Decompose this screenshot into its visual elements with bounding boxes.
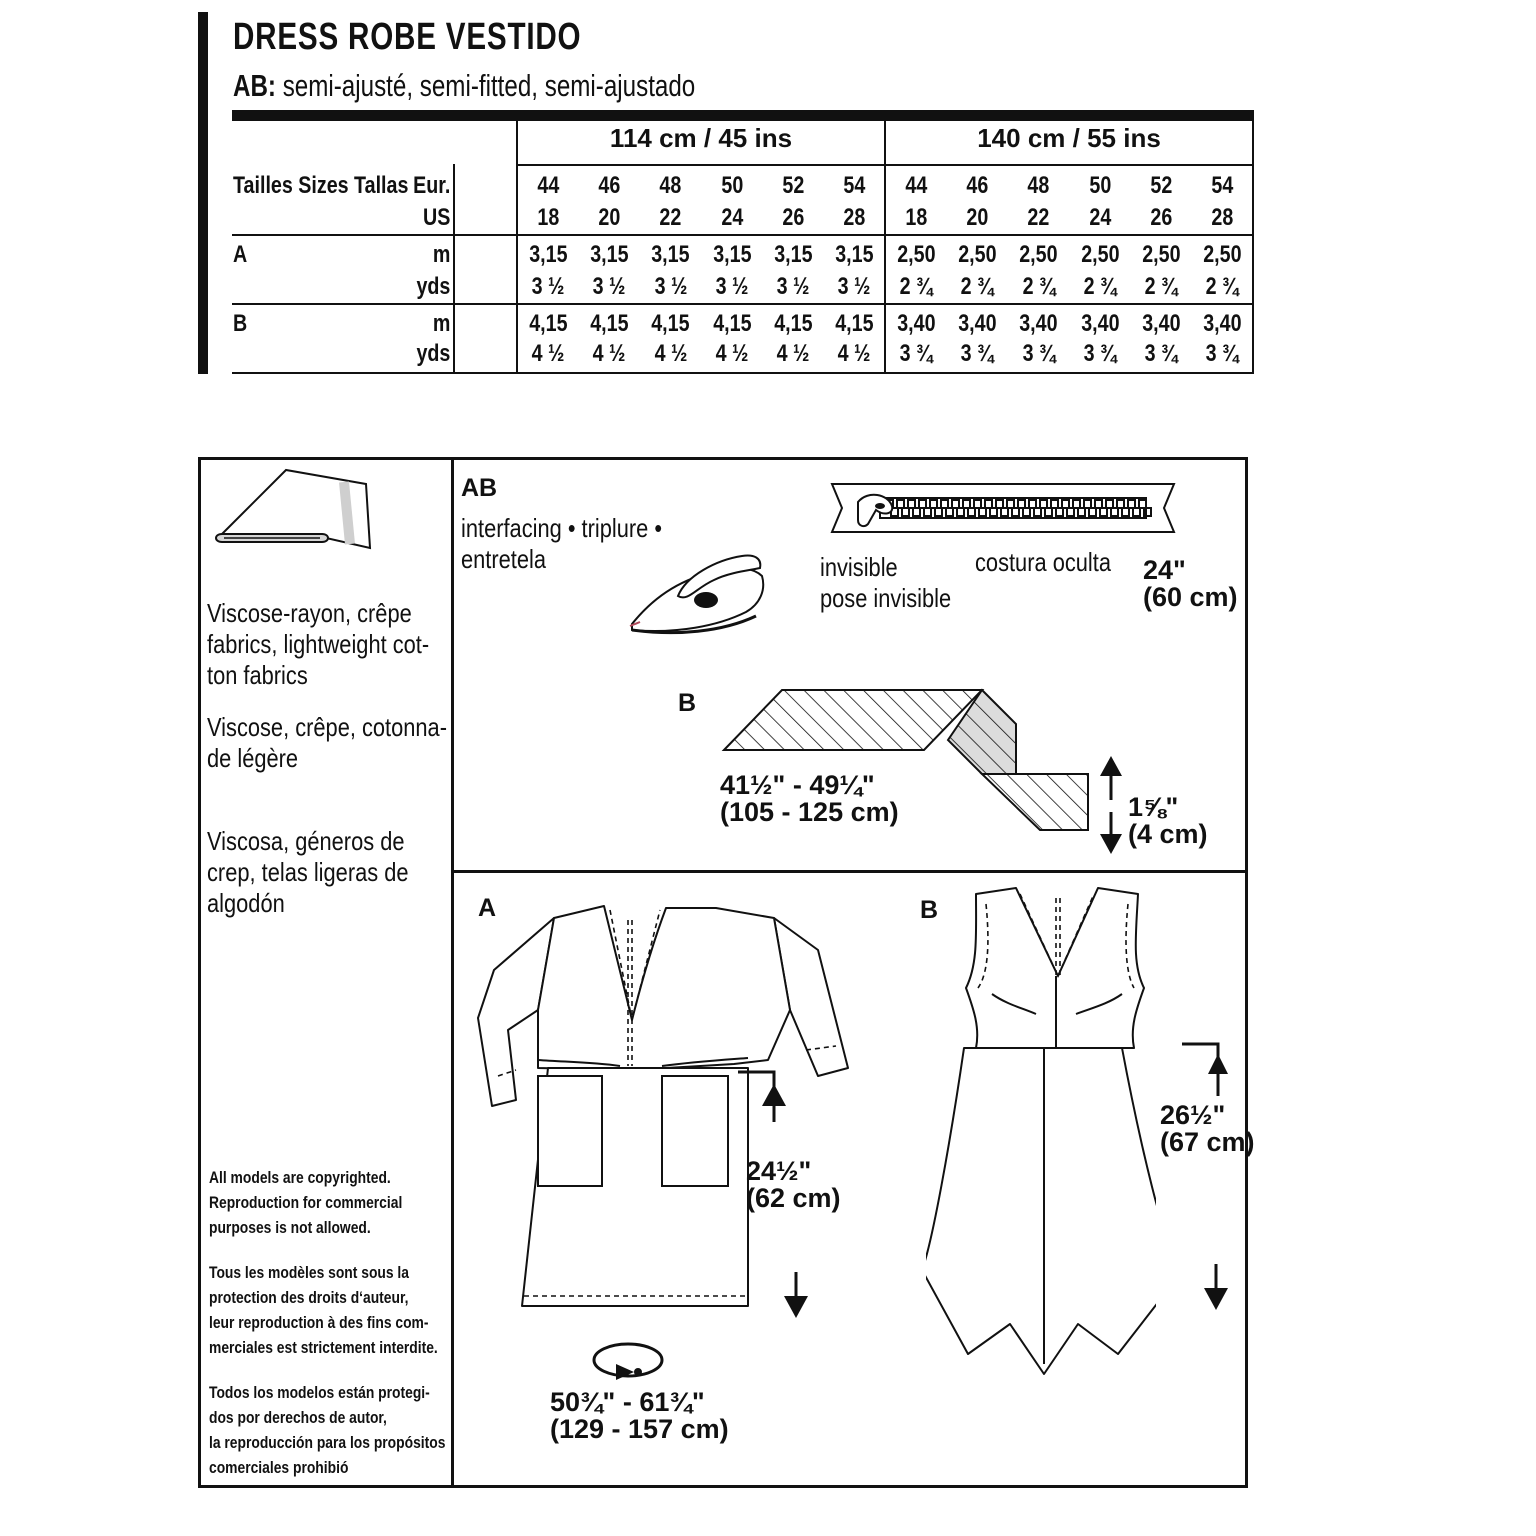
page-subtitle bbox=[233, 68, 695, 104]
us-size-cell: 26 bbox=[782, 204, 805, 231]
bias-width-in: 1⅝" bbox=[1128, 792, 1179, 822]
view-a-meters-cell: 2,50 bbox=[1019, 241, 1058, 268]
copyright-notice bbox=[209, 1166, 445, 1501]
view-b-meters-cell: 3,40 bbox=[1080, 310, 1120, 337]
view-a-meters-cell: 2,50 bbox=[958, 241, 997, 268]
view-b-meters-cell: 4,15 bbox=[590, 310, 629, 337]
view-b-meters-cell: 3,40 bbox=[896, 310, 936, 337]
zipper-length-in: 24" bbox=[1143, 555, 1186, 585]
view-b-length bbox=[1160, 1102, 1255, 1156]
copyright-line: merciales est strictement interdite. bbox=[209, 1339, 438, 1357]
iron-icon bbox=[626, 546, 772, 642]
subtitle-prefix: AB: bbox=[233, 68, 276, 103]
meters-label: m bbox=[432, 241, 450, 268]
bias-view-label: B bbox=[678, 689, 697, 717]
copyright-line: dos por derechos de autor, bbox=[209, 1409, 387, 1427]
eur-size-cell: 50 bbox=[720, 172, 743, 199]
view-b-length-in: 26½" bbox=[1160, 1100, 1226, 1130]
view-a-yards-cell: 3 ½ bbox=[776, 273, 810, 300]
view-a-dress-drawing bbox=[472, 900, 856, 1320]
eur-size-cell: 44 bbox=[905, 172, 927, 199]
copyright-line: Reproduction for commercial bbox=[209, 1194, 403, 1212]
view-b-meters-cell: 4,15 bbox=[528, 310, 568, 337]
yards-label: yds bbox=[416, 273, 450, 300]
fabric-line: Viscose, crêpe, cotonna- bbox=[207, 712, 447, 742]
us-size-cell: 26 bbox=[1150, 204, 1173, 231]
copyright-line: Tous les modèles sont sous la bbox=[209, 1264, 409, 1282]
us-size-cell: 28 bbox=[1211, 204, 1234, 231]
view-b-yards-cell: 3 ¾ bbox=[1206, 340, 1239, 367]
fabric-width-140: 140 cm / 55 ins bbox=[977, 123, 1161, 153]
bias-width-cm: (4 cm) bbox=[1128, 819, 1208, 849]
view-a-yards-cell: 3 ½ bbox=[715, 273, 749, 300]
view-a-length bbox=[746, 1158, 841, 1212]
interfacing-line: entretela bbox=[461, 544, 546, 574]
view-a-yards-cell: 2 ¾ bbox=[1022, 273, 1056, 300]
eur-label: Eur. bbox=[412, 172, 450, 199]
view-a-label: A bbox=[478, 894, 497, 922]
fabric-width-114: 114 cm / 45 ins bbox=[609, 123, 793, 153]
view-a-meters-cell: 3,15 bbox=[651, 241, 690, 268]
notions-label: AB bbox=[461, 474, 498, 502]
us-size-cell: 18 bbox=[537, 204, 559, 231]
subtitle-text: semi-ajusté, semi-fitted, semi-ajustado bbox=[275, 68, 696, 103]
hem-circumference-icon bbox=[590, 1340, 670, 1388]
zipper-line: invisible bbox=[820, 552, 898, 582]
view-a-meters-cell: 2,50 bbox=[1203, 241, 1242, 268]
zipper-length-cm: (60 cm) bbox=[1143, 582, 1238, 612]
fabric-line: Viscosa, géneros de bbox=[207, 826, 405, 856]
view-b-yards-cell: 3 ¾ bbox=[1083, 340, 1117, 367]
view-a-hem-width bbox=[550, 1389, 729, 1443]
view-b-row-label: B bbox=[233, 310, 248, 337]
us-size-cell: 20 bbox=[598, 204, 621, 231]
copyright-line: Todos los modelos están protegi- bbox=[209, 1384, 430, 1402]
yardage-table bbox=[232, 110, 1254, 374]
eur-size-cell: 54 bbox=[1211, 172, 1234, 199]
view-b-yards-cell: 3 ¾ bbox=[1022, 340, 1056, 367]
copyright-line: la reproducción para los propósitos bbox=[209, 1434, 446, 1452]
view-b-yards-cell: 4 ½ bbox=[715, 340, 749, 367]
view-b-meters-cell: 4,15 bbox=[774, 310, 813, 337]
view-b-length-cm: (67 cm) bbox=[1160, 1127, 1255, 1157]
view-b-yards-cell: 4 ½ bbox=[776, 340, 810, 367]
fabric-suggestions-es bbox=[207, 826, 409, 919]
copyright-line: purposes is not allowed. bbox=[209, 1219, 371, 1237]
bias-length bbox=[720, 772, 899, 826]
view-a-meters-cell: 3,15 bbox=[528, 241, 568, 268]
view-a-yards-cell: 2 ¾ bbox=[1206, 273, 1239, 300]
hem-width-in: 50¾" - 61¾" bbox=[550, 1387, 705, 1417]
view-a-yards-cell: 2 ¾ bbox=[899, 273, 933, 300]
table-row-rule bbox=[232, 303, 1254, 305]
zipper-line: pose invisible bbox=[820, 583, 952, 613]
view-b-meters-cell: 3,40 bbox=[1142, 310, 1181, 337]
view-b-yards-cell: 3 ¾ bbox=[1144, 340, 1178, 367]
bias-length-in: 41½" - 49¼" bbox=[720, 770, 875, 800]
us-size-cell: 22 bbox=[659, 204, 682, 231]
view-b-yards-cell: 4 ½ bbox=[531, 340, 565, 367]
zipper-label-es: costura oculta bbox=[975, 547, 1111, 577]
page-title: DRESS ROBE VESTIDO bbox=[233, 16, 582, 58]
view-a-length-cm: (62 cm) bbox=[746, 1183, 841, 1213]
view-b-meters-cell: 4,15 bbox=[651, 310, 690, 337]
view-a-yards-cell: 3 ½ bbox=[592, 273, 626, 300]
copyright-line: leur reproduction à des fins com- bbox=[209, 1314, 429, 1332]
view-a-length-down-arrow-icon bbox=[782, 1270, 810, 1320]
eur-size-cell: 54 bbox=[843, 172, 866, 199]
table-row-rule bbox=[232, 234, 1254, 236]
view-b-yards-cell: 4 ½ bbox=[838, 340, 871, 367]
view-a-row-label: A bbox=[233, 241, 248, 268]
bias-width bbox=[1128, 794, 1208, 848]
fabric-suggestions-en bbox=[207, 598, 429, 691]
fabric-line: Viscose-rayon, crêpe bbox=[207, 598, 412, 628]
view-b-length-down-arrow-icon bbox=[1202, 1262, 1230, 1312]
eur-size-cell: 48 bbox=[1027, 172, 1050, 199]
view-b-label: B bbox=[920, 896, 939, 924]
sizes-label: Tailles Sizes Tallas bbox=[233, 172, 409, 199]
view-b-meters-cell: 4,15 bbox=[835, 310, 874, 337]
view-b-meters-cell: 3,40 bbox=[1019, 310, 1058, 337]
copyright-line: All models are copyrighted. bbox=[209, 1169, 391, 1187]
yards-label: yds bbox=[416, 340, 450, 367]
us-size-cell: 24 bbox=[720, 204, 743, 231]
view-b-meters-cell: 3,40 bbox=[1203, 310, 1242, 337]
view-a-yards-cell: 2 ¾ bbox=[1083, 273, 1117, 300]
eur-size-cell: 46 bbox=[966, 172, 989, 199]
view-b-meters-cell: 4,15 bbox=[712, 310, 752, 337]
fabric-line: fabrics, lightweight cot- bbox=[207, 629, 430, 659]
view-a-yards-cell: 2 ¾ bbox=[960, 273, 994, 300]
view-a-meters-cell: 3,15 bbox=[712, 241, 752, 268]
view-b-dress-drawing bbox=[926, 884, 1156, 1400]
table-col-divider bbox=[453, 164, 455, 374]
view-b-yards-cell: 3 ¾ bbox=[960, 340, 994, 367]
eur-size-cell: 52 bbox=[782, 172, 805, 199]
us-size-cell: 18 bbox=[905, 204, 927, 231]
eur-size-cell: 52 bbox=[1150, 172, 1173, 199]
view-a-length-in: 24½" bbox=[746, 1156, 812, 1186]
fabric-suggestions-fr bbox=[207, 712, 447, 774]
frame-column-divider bbox=[451, 457, 454, 1488]
table-bottom-rule bbox=[232, 372, 1254, 374]
zipper-length bbox=[1143, 557, 1238, 611]
view-a-meters-cell: 2,50 bbox=[896, 241, 936, 268]
view-a-yards-cell: 3 ½ bbox=[654, 273, 688, 300]
interfacing-line: interfacing • triplure • bbox=[461, 513, 663, 543]
copyright-line: protection des droits d‘auteur, bbox=[209, 1289, 409, 1307]
fabric-line: algodón bbox=[207, 888, 285, 918]
zipper-icon bbox=[828, 480, 1180, 536]
view-a-meters-cell: 2,50 bbox=[1142, 241, 1181, 268]
fabric-line: crep, telas ligeras de bbox=[207, 857, 409, 887]
hem-width-cm: (129 - 157 cm) bbox=[550, 1414, 729, 1444]
view-a-yards-cell: 2 ¾ bbox=[1144, 273, 1178, 300]
view-a-meters-cell: 2,50 bbox=[1080, 241, 1120, 268]
eur-size-cell: 48 bbox=[659, 172, 682, 199]
table-top-rule bbox=[232, 110, 1254, 121]
us-size-cell: 20 bbox=[966, 204, 989, 231]
view-a-meters-cell: 3,15 bbox=[590, 241, 629, 268]
bias-length-cm: (105 - 125 cm) bbox=[720, 797, 899, 827]
fabric-roll-icon bbox=[214, 462, 376, 554]
us-label: US bbox=[422, 204, 450, 231]
view-b-yards-cell: 4 ½ bbox=[654, 340, 688, 367]
view-a-meters-cell: 3,15 bbox=[774, 241, 813, 268]
zipper-label bbox=[820, 552, 951, 614]
view-b-meters-cell: 3,40 bbox=[958, 310, 997, 337]
view-b-yards-cell: 3 ¾ bbox=[899, 340, 933, 367]
frame-row-divider bbox=[451, 870, 1248, 873]
header-accent-bar bbox=[198, 12, 208, 374]
eur-size-cell: 46 bbox=[598, 172, 621, 199]
meters-label: m bbox=[432, 310, 450, 337]
us-size-cell: 22 bbox=[1027, 204, 1050, 231]
view-a-meters-cell: 3,15 bbox=[835, 241, 874, 268]
bias-width-arrow-icon bbox=[1098, 754, 1124, 856]
eur-size-cell: 50 bbox=[1088, 172, 1111, 199]
copyright-line: comerciales prohibió bbox=[209, 1459, 349, 1477]
fabric-line: de légère bbox=[207, 743, 299, 773]
fabric-line: ton fabrics bbox=[207, 660, 308, 690]
view-b-yards-cell: 4 ½ bbox=[592, 340, 626, 367]
us-size-cell: 24 bbox=[1088, 204, 1111, 231]
view-a-yards-cell: 3 ½ bbox=[531, 273, 565, 300]
view-a-yards-cell: 3 ½ bbox=[838, 273, 871, 300]
eur-size-cell: 44 bbox=[537, 172, 559, 199]
us-size-cell: 28 bbox=[843, 204, 866, 231]
view-b-length-arrow-icon bbox=[1180, 1040, 1228, 1100]
